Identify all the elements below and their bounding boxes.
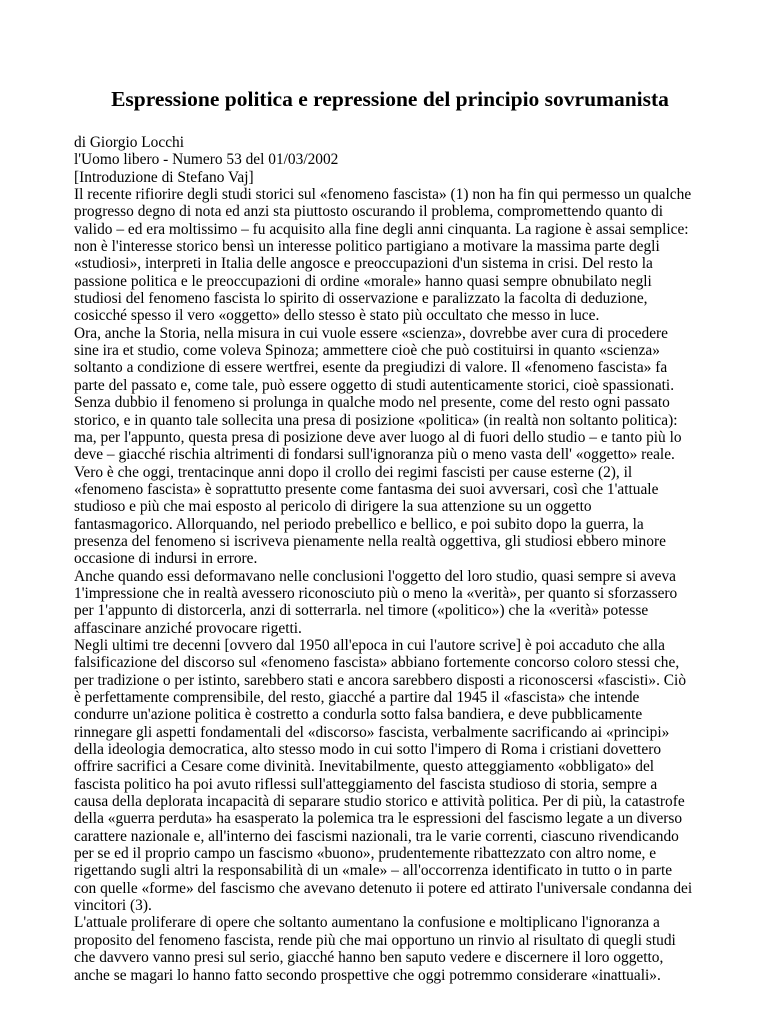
paragraph-1: Il recente rifiorire degli studi storici sul «fenomeno fascista» (1) non ha fin qui permesso un qualche progresso degno di nota ed anzi sta piuttosto oscurando il problema, compromettendo quanto di valido – ed era moltissimo – fu acquisito alla fine degli anni cinquanta. La ragione è assai semplice: non è l'interesse storico bensì un interesse politico partigiano a motivare la massima parte degli «studiosi», interpreti in Italia delle angosce e preoccupazioni d'un sistema in crisi. Del resto la passione politica e le preoccupazioni di ordine «morale» hanno quasi sempre obnubilato negli studiosi del fenomeno fascista lo spirito di osservazione e paralizzato la facolta di deduzione, cosicché spesso il vero «oggetto» dello stesso è stato più occultato che messo in luce. bbox=[74, 186, 692, 325]
source-line: l'Uomo libero - Numero 53 del 01/03/2002 bbox=[74, 151, 339, 169]
author-line: di Giorgio Locchi bbox=[74, 134, 184, 151]
intro-line: [Introduzione di Stefano Vaj] bbox=[74, 168, 254, 186]
paragraph-6: L'attuale proliferare di opere che soltanto aumentano la confusione e moltiplicano l'ignoranza a proposito del fenomeno fascista, rende più che mai opportuno un rinvio al risultato di quegli studi che davvero vanno presi sul serio, giacché hanno ben saputo vedere e discernere il loro oggetto, anche se magari lo hanno fatto secondo prospettive che oggi potremmo considerare «inattuali». bbox=[74, 914, 676, 984]
paragraph-3: Vero è che oggi, trentacinque anni dopo il crollo dei regimi fascisti per cause esterne (2), il «fenomeno fascista» è soprattutto presente come fantasma dei suoi avversari, così che 1'attuale studioso e più che mai esposto al pericolo di dirigere la sua attenzione su un oggetto fantasmagorico. Allorquando, nel periodo prebellico e bellico, e poi subito dopo la guerra, la presenza del fenomeno si iscriveva pienamente nella realtà oggettiva, gli studiosi ebbero minore occasione di indursi in errore. bbox=[74, 463, 666, 568]
paragraph-4: Anche quando essi deformavano nelle conclusioni l'oggetto del loro studio, quasi sempre si aveva 1'impressione che in realtà avessero riconosciuto più o meno la «verità», per quanto si sforzassero per 1'appunto di distorcerla, anzi di sotterrarla. nel timore («politico») che la «verità» potesse affascinare anziché provocare rigetti. bbox=[74, 567, 678, 637]
paragraph-5: Negli ultimi tre decenni [ovvero dal 1950 all'epoca in cui l'autore scrive] è poi accaduto che alla falsificazione del discorso sul «fenomeno fascista» abbiano fortemente concorso coloro stessi che, per tradizione o per istinto, sarebbero stati e ancora sarebbero disposti a riconoscersi «fascisti». Ciò è perfettamente comprensibile, del resto, giacché a partire dal 1945 il «fascista» che intende condurre un'azione politica è costretto a condurla sotto falsa bandiera, e deve pubblicamente rinnegare gli aspetti fondamentali del «discorso» fascista, verbalmente sacrificando ai «principi» della ideologia democratica, alto stesso modo in cui sotto l'impero di Roma i cristiani dovettero offrire sacrifici a Cesare come divinità. Inevitabilmente, questo atteggiamento «obbligato» del fascista politico ha poi avuto riflessi sull'atteggiamento del fascista studioso di storia, sempre a causa della deplorata incapacità di separare studio storico e attività politica. Per di più, la catastrofe della «guerra perduta» ha esasperato la polemica tra le espressioni del fascismo legate a un diverso carattere nazionale e, all'interno dei fascismi nazionali, tra le varie correnti, ciascuno rivendicando per se ed il proprio campo un fascismo «buono», prudentemente ribattezzato con altro nome, e rigettando sugli altri la responsabilità di un «male» – all'occorrenza identificato in tutto o in parte con quelle «forme» del fascismo che avevano detenuto ii potere ed attirato l'universale condanna dei vincitori (3). bbox=[74, 636, 693, 915]
document-title: Espressione politica e repressione del principio sovrumanista bbox=[111, 87, 669, 111]
paragraph-2: Ora, anche la Storia, nella misura in cui vuole essere «scienza», dovrebbe aver cura di procedere sine ira et studio, come voleva Spinoza; ammettere cioè che può costituirsi in quanto «scienza» soltanto a condizione di essere wertfrei, esente da pregiudizi di valore. Il «fenomeno fascista» fa parte del passato e, come tale, può essere oggetto di studi autenticamente storici, cioè spassionati. Senza dubbio il fenomeno si prolunga in qualche modo nel presente, come del resto ogni passato storico, e in quanto tale sollecita una presa di posizione «politica» (in realtà non soltanto politica): ma, per l'appunto, questa presa di posizione deve aver luogo al di fuori dello studio – e tanto più lo deve – giacché rischia altrimenti di fondarsi sull'ignoranza più o meno vasta dell' «oggetto» reale. bbox=[74, 324, 682, 464]
